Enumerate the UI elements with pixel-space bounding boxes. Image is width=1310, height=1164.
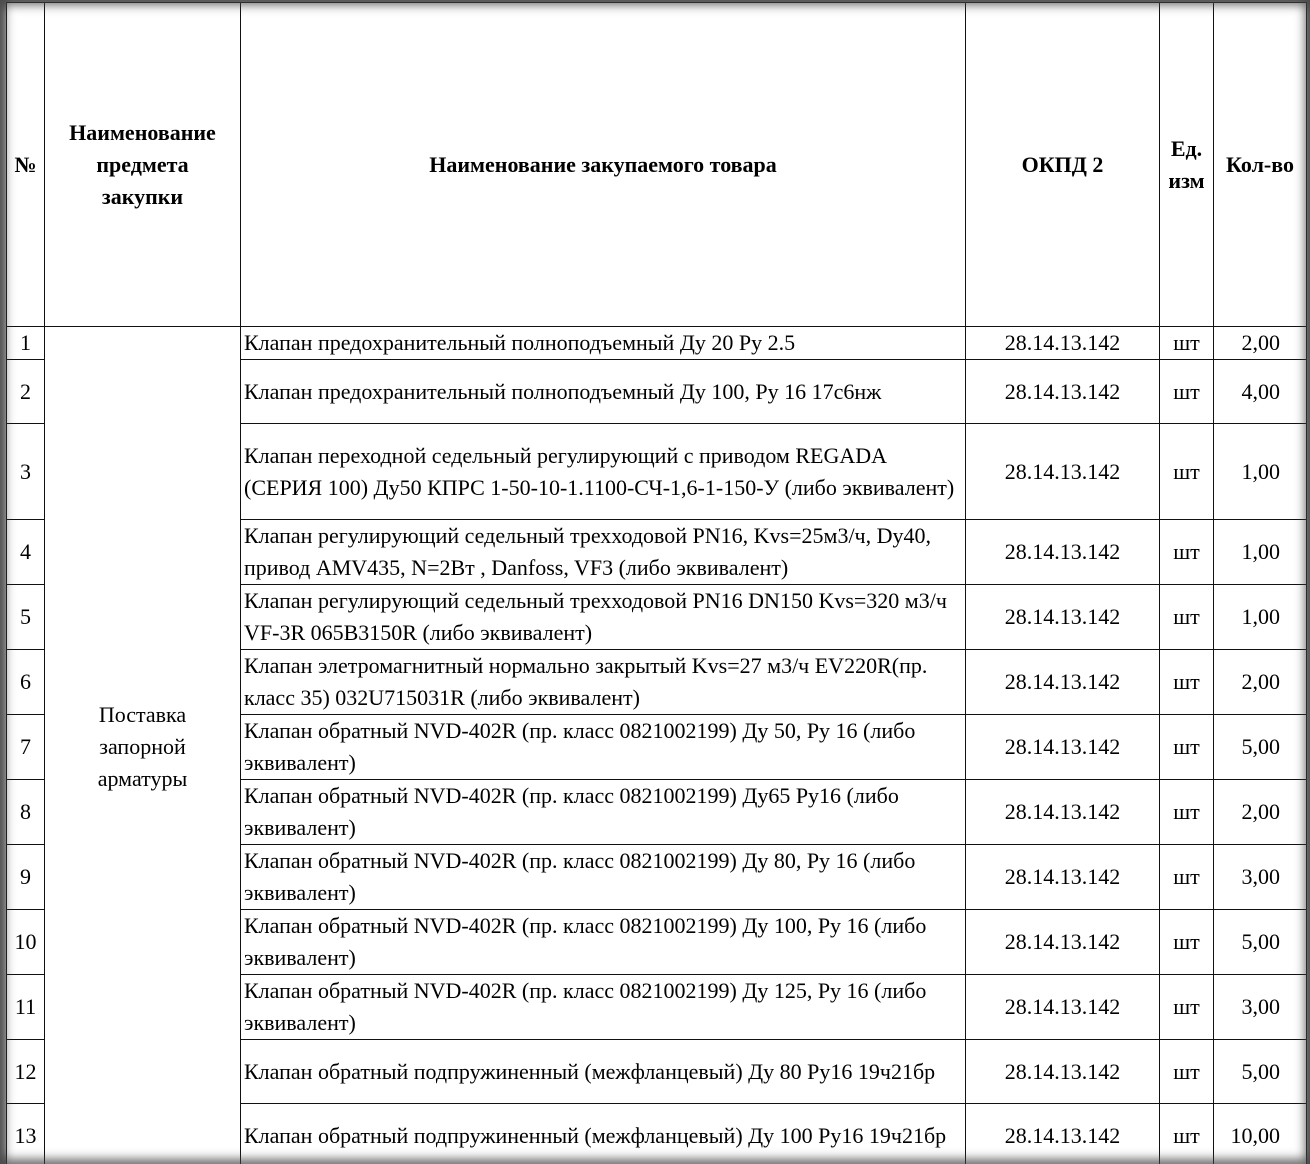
product-name: Клапан обратный NVD-402R (пр. класс 0821002199) Ду 50, Ру 16 (либо эквивалент) xyxy=(241,715,966,780)
header-subject: Наименование предмета закупки xyxy=(45,3,241,327)
unit-cell: шт xyxy=(1160,424,1214,520)
okpd-code: 28.14.13.142 xyxy=(966,585,1160,650)
header-num: № xyxy=(7,3,45,327)
row-number: 3 xyxy=(7,424,45,520)
unit-cell: шт xyxy=(1160,845,1214,910)
row-number: 6 xyxy=(7,650,45,715)
table-body xyxy=(7,327,1307,1164)
product-name: Клапан обратный подпружиненный (межфланцевый) Ду 80 Ру16 19ч21бр xyxy=(241,1040,966,1104)
product-name: Клапан предохранительный полноподъемный Ду 20 Ру 2.5 xyxy=(241,327,966,360)
product-name: Клапан обратный NVD-402R (пр. класс 0821002199) Ду65 Ру16 (либо эквивалент) xyxy=(241,780,966,845)
quantity-cell: 1,00 xyxy=(1214,520,1307,585)
quantity-cell: 2,00 xyxy=(1214,650,1307,715)
unit-cell: шт xyxy=(1160,360,1214,424)
unit-cell: шт xyxy=(1160,780,1214,845)
okpd-code: 28.14.13.142 xyxy=(966,845,1160,910)
unit-cell: шт xyxy=(1160,1040,1214,1104)
row-number: 10 xyxy=(7,910,45,975)
okpd-code: 28.14.13.142 xyxy=(966,910,1160,975)
row-number: 5 xyxy=(7,585,45,650)
procurement-table xyxy=(6,2,1307,1164)
okpd-code: 28.14.13.142 xyxy=(966,975,1160,1040)
product-name: Клапан обратный подпружиненный (межфланцевый) Ду 100 Ру16 19ч21бр xyxy=(241,1104,966,1164)
quantity-cell: 10,00 xyxy=(1214,1104,1307,1164)
row-number: 11 xyxy=(7,975,45,1040)
okpd-code: 28.14.13.142 xyxy=(966,1104,1160,1164)
row-number: 2 xyxy=(7,360,45,424)
product-name: Клапан регулирующий седельный трехходовой PN16, Kvs=25м3/ч, Dy40, привод AMV435, N=2Вт , Danfoss, VF3 (либо эквивалент) xyxy=(241,520,966,585)
quantity-cell: 4,00 xyxy=(1214,360,1307,424)
product-name: Клапан предохранительный полноподъемный Ду 100, Ру 16 17с6нж xyxy=(241,360,966,424)
product-name: Клапан обратный NVD-402R (пр. класс 0821002199) Ду 125, Ру 16 (либо эквивалент) xyxy=(241,975,966,1040)
unit-cell: шт xyxy=(1160,585,1214,650)
row-number: 9 xyxy=(7,845,45,910)
unit-cell: шт xyxy=(1160,975,1214,1040)
unit-cell: шт xyxy=(1160,1104,1214,1164)
table-header-row xyxy=(7,3,1307,327)
unit-cell: шт xyxy=(1160,650,1214,715)
row-number: 4 xyxy=(7,520,45,585)
header-product: Наименование закупаемого товара xyxy=(241,3,966,327)
row-number: 7 xyxy=(7,715,45,780)
okpd-code: 28.14.13.142 xyxy=(966,360,1160,424)
okpd-code: 28.14.13.142 xyxy=(966,715,1160,780)
row-number: 13 xyxy=(7,1104,45,1164)
row-number: 12 xyxy=(7,1040,45,1104)
unit-cell: шт xyxy=(1160,327,1214,360)
okpd-code: 28.14.13.142 xyxy=(966,327,1160,360)
okpd-code: 28.14.13.142 xyxy=(966,650,1160,715)
product-name: Клапан переходной седельный регулирующий с приводом REGADA (СЕРИЯ 100) Ду50 КПРС 1-50-10-1.1100-СЧ-1,6-1-150-У (либо эквивалент) xyxy=(241,424,966,520)
okpd-code: 28.14.13.142 xyxy=(966,424,1160,520)
product-name: Клапан обратный NVD-402R (пр. класс 0821002199) Ду 100, Ру 16 (либо эквивалент) xyxy=(241,910,966,975)
quantity-cell: 1,00 xyxy=(1214,424,1307,520)
table-row xyxy=(7,327,1307,360)
quantity-cell: 5,00 xyxy=(1214,1040,1307,1104)
row-number: 8 xyxy=(7,780,45,845)
okpd-code: 28.14.13.142 xyxy=(966,1040,1160,1104)
header-qty: Кол-во xyxy=(1214,3,1307,327)
unit-cell: шт xyxy=(1160,910,1214,975)
okpd-code: 28.14.13.142 xyxy=(966,520,1160,585)
unit-cell: шт xyxy=(1160,715,1214,780)
product-name: Клапан регулирующий седельный трехходовой PN16 DN150 Kvs=320 м3/ч VF-3R 065B3150R (либо эквивалент) xyxy=(241,585,966,650)
product-name: Клапан обратный NVD-402R (пр. класс 0821002199) Ду 80, Ру 16 (либо эквивалент) xyxy=(241,845,966,910)
header-unit: Ед. изм xyxy=(1160,3,1214,327)
subject-cell: Поставка запорной арматуры xyxy=(45,327,241,1164)
quantity-cell: 1,00 xyxy=(1214,585,1307,650)
row-number: 1 xyxy=(7,327,45,360)
unit-cell: шт xyxy=(1160,520,1214,585)
quantity-cell: 5,00 xyxy=(1214,910,1307,975)
quantity-cell: 5,00 xyxy=(1214,715,1307,780)
quantity-cell: 3,00 xyxy=(1214,975,1307,1040)
quantity-cell: 2,00 xyxy=(1214,327,1307,360)
product-name: Клапан элетромагнитный нормально закрытый Kvs=27 м3/ч EV220R(пр. класс 35) 032U715031R (либо эквивалент) xyxy=(241,650,966,715)
okpd-code: 28.14.13.142 xyxy=(966,780,1160,845)
header-okpd: ОКПД 2 xyxy=(966,3,1160,327)
quantity-cell: 3,00 xyxy=(1214,845,1307,910)
quantity-cell: 2,00 xyxy=(1214,780,1307,845)
